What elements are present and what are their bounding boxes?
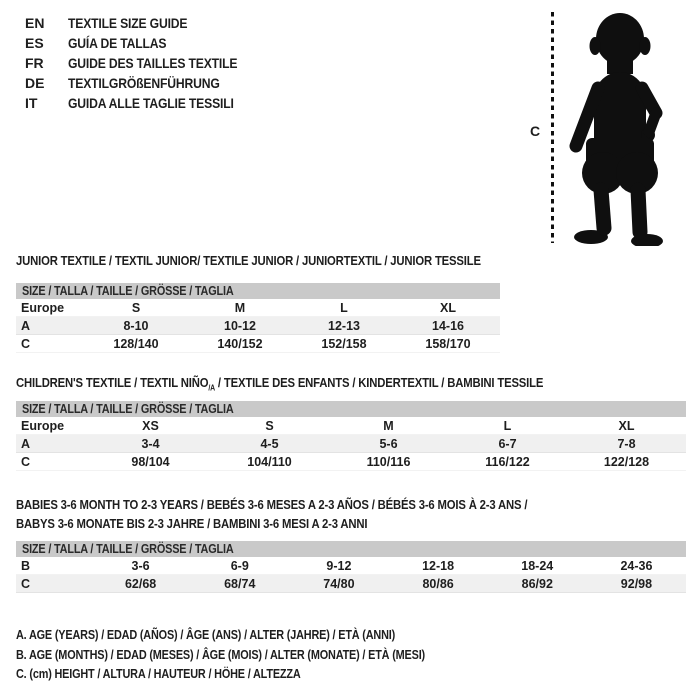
size-cell: 74/80 [323, 577, 355, 591]
size-cell: 24-36 [620, 559, 653, 573]
babies-size-table [16, 541, 686, 593]
size-cell: 9-12 [326, 559, 352, 573]
row-label: C [21, 337, 31, 351]
row-label: C [21, 455, 31, 469]
language-code: EN [25, 15, 45, 31]
footnote-a: A. AGE (YEARS) / EDAD (AÑOS) / ÂGE (ANS) / ALTER (JAHRE) / ETÀ (ANNI) [16, 628, 396, 642]
size-cell: 152/158 [321, 337, 367, 351]
toddler-silhouette-icon [565, 10, 665, 246]
table-row [16, 453, 686, 471]
size-cell: 104/110 [247, 455, 292, 469]
language-title-list [25, 13, 263, 113]
babies-section-title-line2: BABYS 3-6 MONATE BIS 2-3 JAHRE / BAMBINI 3-6 MESI A 2-3 ANNI [16, 515, 368, 531]
size-cell: M [383, 419, 394, 433]
row-label: B [21, 559, 31, 573]
size-cell: XL [618, 419, 635, 433]
size-cell: 14-16 [432, 319, 464, 333]
children-title-prefix: CHILDREN'S TEXTILE / TEXTIL NIÑO [16, 375, 209, 390]
size-header-label: SIZE / TALLA / TAILLE / GRÖSSE / TAGLIA [22, 402, 234, 416]
children-size-table [16, 401, 686, 471]
language-row [25, 13, 263, 33]
size-cell: 3-6 [131, 559, 150, 573]
table-row [16, 417, 686, 435]
junior-section-title-text: JUNIOR TEXTILE / TEXTIL JUNIOR/ TEXTILE JUNIOR / JUNIORTEXTIL / JUNIOR TESSILE [16, 253, 481, 268]
language-title: GUIDA ALLE TAGLIE TESSILI [68, 95, 234, 111]
footnote-b: B. AGE (MONTHS) / EDAD (MESES) / ÂGE (MOIS) / ALTER (MONATE) / ETÀ (MESI) [16, 647, 425, 662]
language-code: ES [25, 35, 44, 51]
table-row [16, 317, 500, 335]
junior-section-title [16, 252, 550, 271]
size-cell: 18-24 [521, 559, 554, 573]
size-cell: 6-7 [498, 437, 517, 451]
size-cell: 62/68 [124, 577, 157, 591]
size-cell: L [340, 301, 348, 315]
row-label: C [21, 577, 31, 591]
table-row [16, 435, 686, 453]
size-cell: S [265, 419, 274, 433]
size-cell: XS [142, 419, 159, 433]
language-row [25, 53, 263, 73]
size-cell: XL [440, 301, 456, 315]
size-cell: 8-10 [123, 319, 149, 333]
children-section-title [16, 374, 622, 398]
size-cell: 98/104 [131, 455, 170, 469]
height-measure-line [551, 12, 554, 243]
size-cell: S [131, 301, 141, 315]
size-header-label: SIZE / TALLA / TAILLE / GRÖSSE / TAGLIA [22, 542, 234, 556]
babies-section-title-line1: BABIES 3-6 MONTH TO 2-3 YEARS / BEBÉS 3-6 MESES A 2-3 AÑOS / BÉBÉS 3-6 MOIS À 2-3 ANS / [16, 497, 528, 512]
size-header-bar [16, 401, 686, 417]
size-cell: 80/86 [422, 577, 454, 591]
row-label: Europe [21, 301, 65, 315]
table-row [16, 299, 500, 317]
size-header-bar [16, 283, 500, 299]
size-cell: 12-18 [422, 559, 455, 573]
children-section-title-text [16, 374, 543, 398]
footnote-legend [16, 626, 486, 685]
size-cell: 140/152 [217, 337, 263, 351]
size-cell: 4-5 [260, 437, 279, 451]
table-row [16, 335, 500, 353]
language-code: DE [25, 75, 45, 91]
table-row [16, 575, 686, 593]
language-row [25, 93, 263, 113]
size-cell: 3-4 [141, 437, 160, 451]
size-cell: 86/92 [521, 577, 553, 591]
size-cell: 110/116 [366, 455, 411, 469]
children-title-sub: /A [208, 383, 215, 393]
size-cell: 122/128 [603, 455, 650, 469]
children-title-suffix: / TEXTILE DES ENFANTS / KINDERTEXTIL / BAMBINI TESSILE [214, 375, 544, 390]
language-code: FR [25, 55, 44, 71]
height-measure-label: C [530, 123, 541, 139]
size-cell: 68/74 [224, 577, 256, 591]
language-row [25, 33, 263, 53]
language-title: TEXTILGRÖßENFÜHRUNG [68, 75, 220, 91]
size-cell: L [503, 419, 512, 433]
size-cell: 5-6 [379, 437, 398, 451]
language-title: GUIDE DES TAILLES TEXTILE [68, 55, 238, 71]
footnote-c: C. (cm) HEIGHT / ALTURA / HAUTEUR / HÖHE / ALTEZZA [16, 667, 301, 681]
size-cell: M [234, 301, 246, 315]
row-label: Europe [21, 419, 65, 433]
language-title: GUÍA DE TALLAS [68, 35, 167, 51]
language-code: IT [25, 95, 38, 111]
size-cell: 128/140 [113, 337, 159, 351]
size-cell: 92/98 [620, 577, 653, 591]
row-label: A [21, 437, 31, 451]
table-row [16, 557, 686, 575]
size-cell: 10-12 [224, 319, 256, 333]
language-row [25, 73, 263, 93]
language-title: TEXTILE SIZE GUIDE [68, 15, 188, 31]
size-cell: 6-9 [230, 559, 249, 573]
size-header-bar [16, 541, 686, 557]
size-cell: 116/122 [485, 455, 530, 469]
junior-size-table [16, 283, 500, 353]
size-cell: 12-13 [328, 319, 360, 333]
size-header-label: SIZE / TALLA / TAILLE / GRÖSSE / TAGLIA [22, 284, 234, 298]
row-label: A [21, 319, 31, 333]
size-cell: 7-8 [617, 437, 636, 451]
babies-section-title [16, 496, 604, 533]
size-cell: 158/170 [425, 337, 471, 351]
